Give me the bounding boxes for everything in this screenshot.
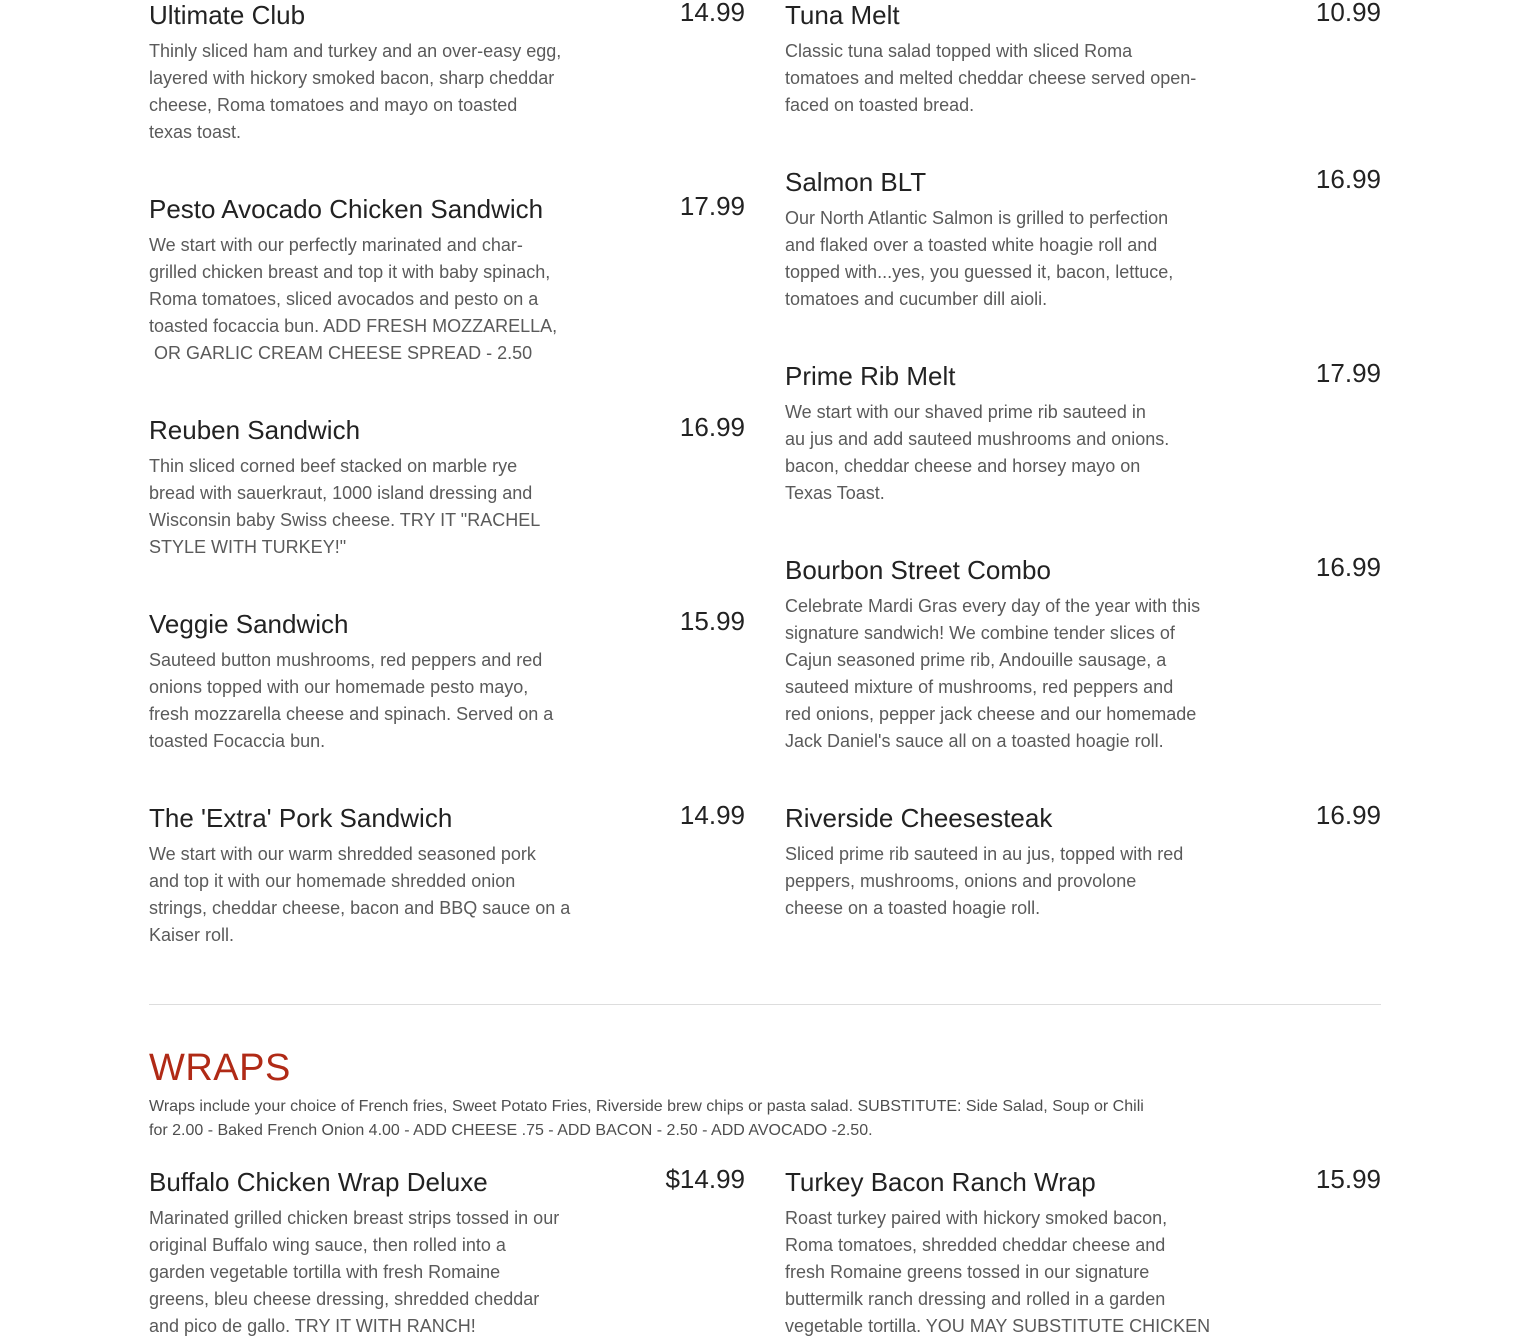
description-line: We start with our perfectly marinated and char- [149, 235, 523, 255]
description-line: red onions, pepper jack cheese and our homemade [785, 704, 1197, 724]
item-title: Bourbon Street Combo [785, 555, 1051, 585]
section-title-wraps: WRAPS [149, 1047, 291, 1089]
description-line: We start with our shaved prime rib sauteed in [785, 402, 1146, 422]
description-line: original Buffalo wing sauce, then rolled into a [149, 1235, 506, 1255]
section-note-line: Wraps include your choice of French fries, Sweet Potato Fries, Riverside brew chips or pasta salad. SUBSTITUTE: Side Salad, Soup or Chili [149, 1098, 1144, 1115]
description-line: Sliced prime rib sauteed in au jus, topped with red [785, 844, 1184, 864]
item-title: Riverside Cheesesteak [785, 803, 1053, 833]
description-line: signature sandwich! We combine tender slices of [785, 623, 1175, 643]
description-line: Cajun seasoned prime rib, Andouille sausage, a [785, 650, 1167, 670]
description-line: au jus and add sauteed mushrooms and onions. [785, 429, 1170, 449]
description-line: and pico de gallo. TRY IT WITH RANCH! [149, 1316, 476, 1336]
item-price: 10.99 [1315, 0, 1381, 27]
description-line: fresh mozzarella cheese and spinach. Served on a [149, 704, 554, 724]
description-line: buttermilk ranch dressing and rolled in a garden [785, 1289, 1166, 1309]
description-line: garden vegetable tortilla with fresh Romaine [149, 1262, 501, 1282]
item-title: Pesto Avocado Chicken Sandwich [149, 194, 544, 224]
description-line: Texas Toast. [785, 483, 885, 503]
description-line: Celebrate Mardi Gras every day of the year with this [785, 596, 1201, 616]
item-title: Prime Rib Melt [785, 361, 956, 391]
description-line: cheese on a toasted hoagie roll. [785, 898, 1041, 918]
description-line: Sauteed button mushrooms, red peppers and red [149, 650, 543, 670]
item-price: $14.99 [665, 1164, 745, 1194]
description-line: and top it with our homemade shredded onion [149, 871, 516, 891]
description-line: We start with our warm shredded seasoned pork [149, 844, 536, 864]
description-line: Jack Daniel's sauce all on a toasted hoagie roll. [785, 731, 1164, 751]
description-line: vegetable tortilla. YOU MAY SUBSTITUTE CHICKEN [785, 1316, 1211, 1336]
description-line: peppers, mushrooms, onions and provolone [785, 871, 1137, 891]
item-title: Reuben Sandwich [149, 415, 361, 445]
item-price: 16.99 [1315, 552, 1381, 582]
item-price: 15.99 [679, 606, 745, 636]
section-divider [149, 1004, 1381, 1005]
item-price: 14.99 [679, 800, 745, 830]
description-line: texas toast. [149, 122, 242, 142]
item-description [149, 1205, 589, 1340]
item-description [785, 399, 1225, 507]
description-line: onions topped with our homemade pesto mayo, [149, 677, 529, 697]
item-description [149, 841, 589, 949]
description-line: topped with...yes, you guessed it, bacon, lettuce, [785, 262, 1174, 282]
description-line: toasted Focaccia bun. [149, 731, 326, 751]
description-line: Classic tuna salad topped with sliced Roma [785, 41, 1133, 61]
item-title: Turkey Bacon Ranch Wrap [785, 1167, 1096, 1197]
description-line: Roma tomatoes, shredded cheddar cheese and [785, 1235, 1166, 1255]
item-price: 17.99 [1315, 358, 1381, 388]
item-description [785, 1205, 1225, 1340]
item-price: 17.99 [679, 191, 745, 221]
description-line: strings, cheddar cheese, bacon and BBQ sauce on a [149, 898, 571, 918]
description-line: OR GARLIC CREAM CHEESE SPREAD - 2.50 [149, 343, 533, 363]
description-line: Our North Atlantic Salmon is grilled to perfection [785, 208, 1169, 228]
description-line: greens, bleu cheese dressing, shredded cheddar [149, 1289, 540, 1309]
description-line: Roast turkey paired with hickory smoked bacon, [785, 1208, 1168, 1228]
description-line: cheese, Roma tomatoes and mayo on toasted [149, 95, 518, 115]
description-line: fresh Romaine greens tossed in our signature [785, 1262, 1150, 1282]
description-line: faced on toasted bread. [785, 95, 975, 115]
item-description [149, 453, 589, 561]
description-line: bread with sauerkraut, 1000 island dressing and [149, 483, 533, 503]
item-price: 16.99 [1315, 164, 1381, 194]
description-line: Kaiser roll. [149, 925, 235, 945]
description-line: Wisconsin baby Swiss cheese. TRY IT "RACHEL [149, 510, 541, 530]
item-title: The 'Extra' Pork Sandwich [149, 803, 453, 833]
description-line: Marinated grilled chicken breast strips tossed in our [149, 1208, 560, 1228]
description-line: grilled chicken breast and top it with baby spinach, [149, 262, 551, 282]
item-description [149, 38, 589, 146]
section-note-wraps [149, 1095, 1209, 1143]
item-description [785, 38, 1225, 119]
description-line: Roma tomatoes, sliced avocados and pesto on a [149, 289, 539, 309]
description-line: layered with hickory smoked bacon, sharp cheddar [149, 68, 555, 88]
item-title: Buffalo Chicken Wrap Deluxe [149, 1167, 488, 1197]
section-note-line: for 2.00 - Baked French Onion 4.00 - ADD CHEESE .75 - ADD BACON - 2.50 - ADD AVOCADO -2.50. [149, 1122, 873, 1139]
item-price: 16.99 [679, 412, 745, 442]
item-description [785, 593, 1225, 755]
item-description [149, 647, 589, 755]
item-title: Salmon BLT [785, 167, 927, 197]
item-description [785, 205, 1225, 313]
item-description [149, 232, 589, 367]
item-price: 16.99 [1315, 800, 1381, 830]
description-line: Thin sliced corned beef stacked on marble rye [149, 456, 518, 476]
item-price: 15.99 [1315, 1164, 1381, 1194]
description-line: sauteed mixture of mushrooms, red peppers and [785, 677, 1174, 697]
description-line: tomatoes and cucumber dill aioli. [785, 289, 1048, 309]
description-line: and flaked over a toasted white hoagie roll and [785, 235, 1158, 255]
item-title: Tuna Melt [785, 0, 900, 30]
item-price: 14.99 [679, 0, 745, 27]
description-line: toasted focaccia bun. ADD FRESH MOZZARELLA, [149, 316, 558, 336]
description-line: Thinly sliced ham and turkey and an over-easy egg, [149, 41, 562, 61]
description-line: STYLE WITH TURKEY!" [149, 537, 347, 557]
description-line: tomatoes and melted cheddar cheese served open- [785, 68, 1197, 88]
item-description [785, 841, 1225, 922]
item-title: Ultimate Club [149, 0, 306, 30]
description-line: bacon, cheddar cheese and horsey mayo on [785, 456, 1141, 476]
item-title: Veggie Sandwich [149, 609, 349, 639]
